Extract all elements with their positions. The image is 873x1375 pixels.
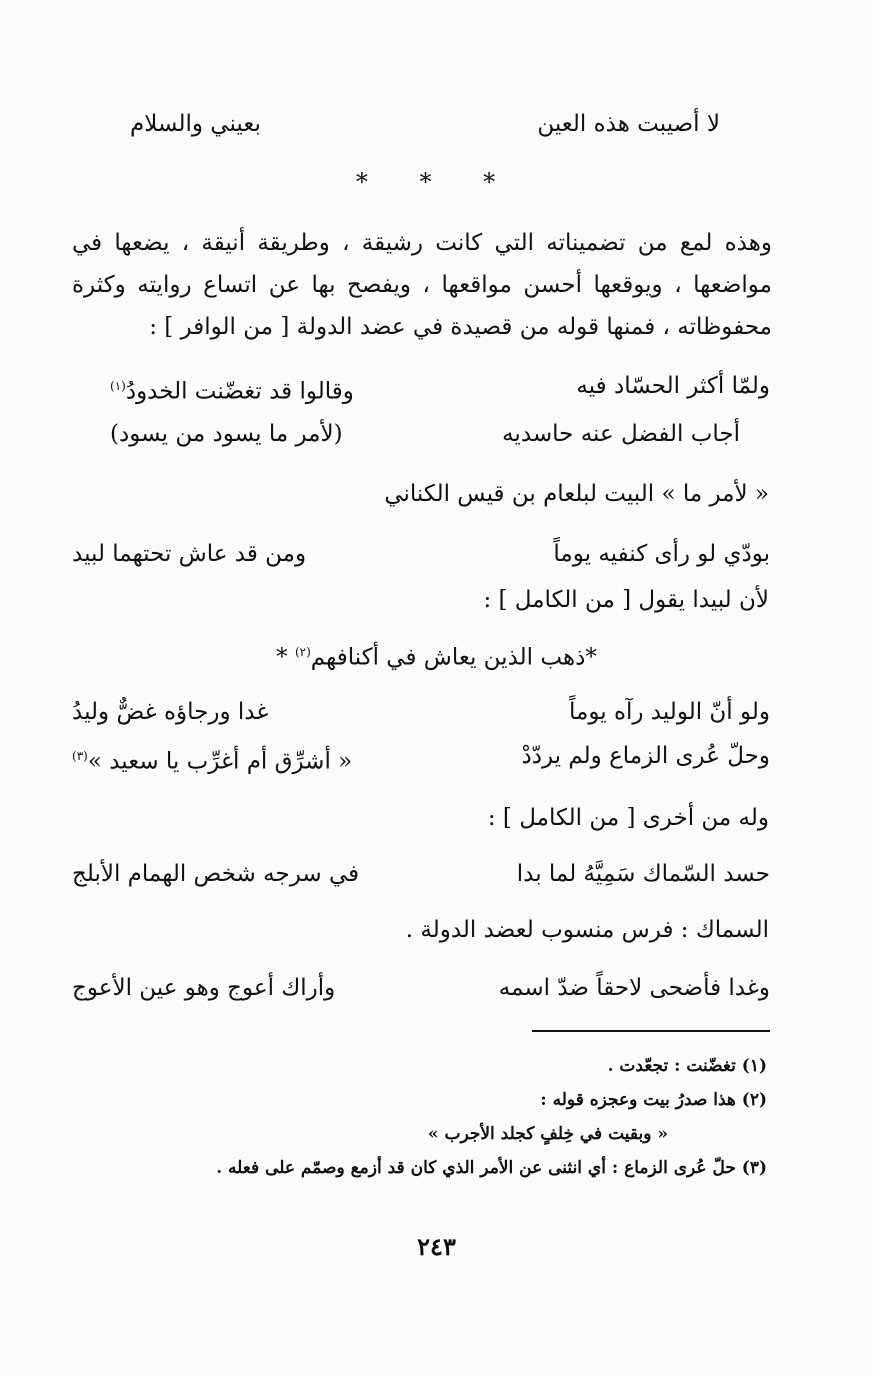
- verse-2: [72, 534, 770, 574]
- verse-3-line-1: [72, 692, 770, 732]
- verse-2-ajz: ومن قد عاش تحتهما لبيد: [72, 541, 307, 567]
- verse-4-ajz: في سرجه شخص الهمام الأبلج: [72, 861, 360, 887]
- page-number: ٢٤٣: [417, 1232, 456, 1261]
- verse-5: [72, 968, 770, 1008]
- top-verse-sadr: لا أصيبت هذه العين: [537, 111, 720, 137]
- verse-1-line-1-ajz: [110, 366, 354, 412]
- labid-hemistich: [0, 634, 873, 676]
- top-verse-ajz: بعيني والسلام: [130, 111, 261, 137]
- verse-5-ajz: وأراك أعوج وهو عين الأعوج: [72, 975, 336, 1001]
- footnote-2-verse: « وبقيت في خِلفٍ كجلد الأجرب »: [427, 1124, 668, 1144]
- verse-1-line-2-ajz: (لأمر ما يسود من يسود): [110, 421, 343, 447]
- verse-1-line-1-ajz-text: وقالوا قد تغضّنت الخدودُ: [125, 378, 354, 405]
- labid-hemistich-text: ذهب الذين يعاش في أكنافهم: [310, 644, 586, 671]
- verse-3-line-2: [72, 736, 770, 776]
- star-left: *: [276, 644, 288, 671]
- footnote-1: (١) تغضّنت : تجعّدت .: [607, 1056, 767, 1076]
- verse-5-sadr: وغدا فأضحى لاحقاً ضدّ اسمه: [498, 975, 770, 1001]
- verse-3-line-1-sadr: ولو أنّ الوليد رآه يوماً: [569, 699, 770, 725]
- verse-3-line-1-ajz: غدا ورجاؤه غضٌّ وليدُ: [72, 699, 269, 725]
- section-separator: * * *: [355, 168, 518, 196]
- verse-2-sadr: بودّي لو رأى كنفيه يوماً: [553, 541, 770, 567]
- footnote-3: (٣) حلّ عُرى الزماع : أي انثنى عن الأمر الذي كان قد أزمع وصمّم على فعله .: [216, 1158, 767, 1178]
- another-intro: وله من أخرى [ من الكامل ] :: [487, 805, 769, 831]
- verse-1-line-2-sadr: أجاب الفضل عنه حاسديه: [502, 421, 740, 447]
- top-verse: [130, 104, 720, 144]
- verse-3-line-2-ajz: [72, 736, 352, 782]
- verse-4-sadr: حسد السّماك سَمِيَّهُ لما بدا: [516, 861, 770, 887]
- samak-note: السماك : فرس منسوب لعضد الدولة .: [405, 917, 769, 943]
- footnote-ref-3: (٣): [72, 749, 88, 763]
- verse-4: [72, 854, 770, 894]
- verse-3-line-2-ajz-text: « أشرِّق أم أغرِّب يا سعيد »: [87, 748, 353, 775]
- verse-1-line-1: [110, 366, 770, 406]
- verse-1-line-2: [110, 414, 740, 454]
- labid-intro: لأن لبيدا يقول [ من الكامل ] :: [483, 587, 769, 613]
- note-la-amr: « لأمر ما » البيت لبلعام بن قيس الكناني: [384, 481, 769, 507]
- verse-3-line-2-sadr: وحلّ عُرى الزماع ولم يردّدْ: [521, 743, 770, 769]
- intro-paragraph: وهذه لمع من تضميناته التي كانت رشيقة ، وطريقة أنيقة ، يضعها في مواضعها ، ويوقعها أحسن مواقعها ، ويفصح بها عن اتساع روايته وكثرة محفوظاته ، فمنها قوله من قصيدة في عضد الدولة [ من الوافر ] :: [72, 230, 772, 340]
- footnote-separator-rule: [532, 1030, 770, 1032]
- footnote-ref-2: (٢): [294, 645, 311, 659]
- footnote-2: (٢) هذا صدرُ بيت وعجزه قوله :: [540, 1090, 767, 1110]
- star-right: *: [585, 644, 597, 671]
- verse-1-line-1-sadr: ولمّا أكثر الحسّاد فيه: [576, 373, 770, 399]
- footnote-ref-1: (١): [110, 379, 126, 393]
